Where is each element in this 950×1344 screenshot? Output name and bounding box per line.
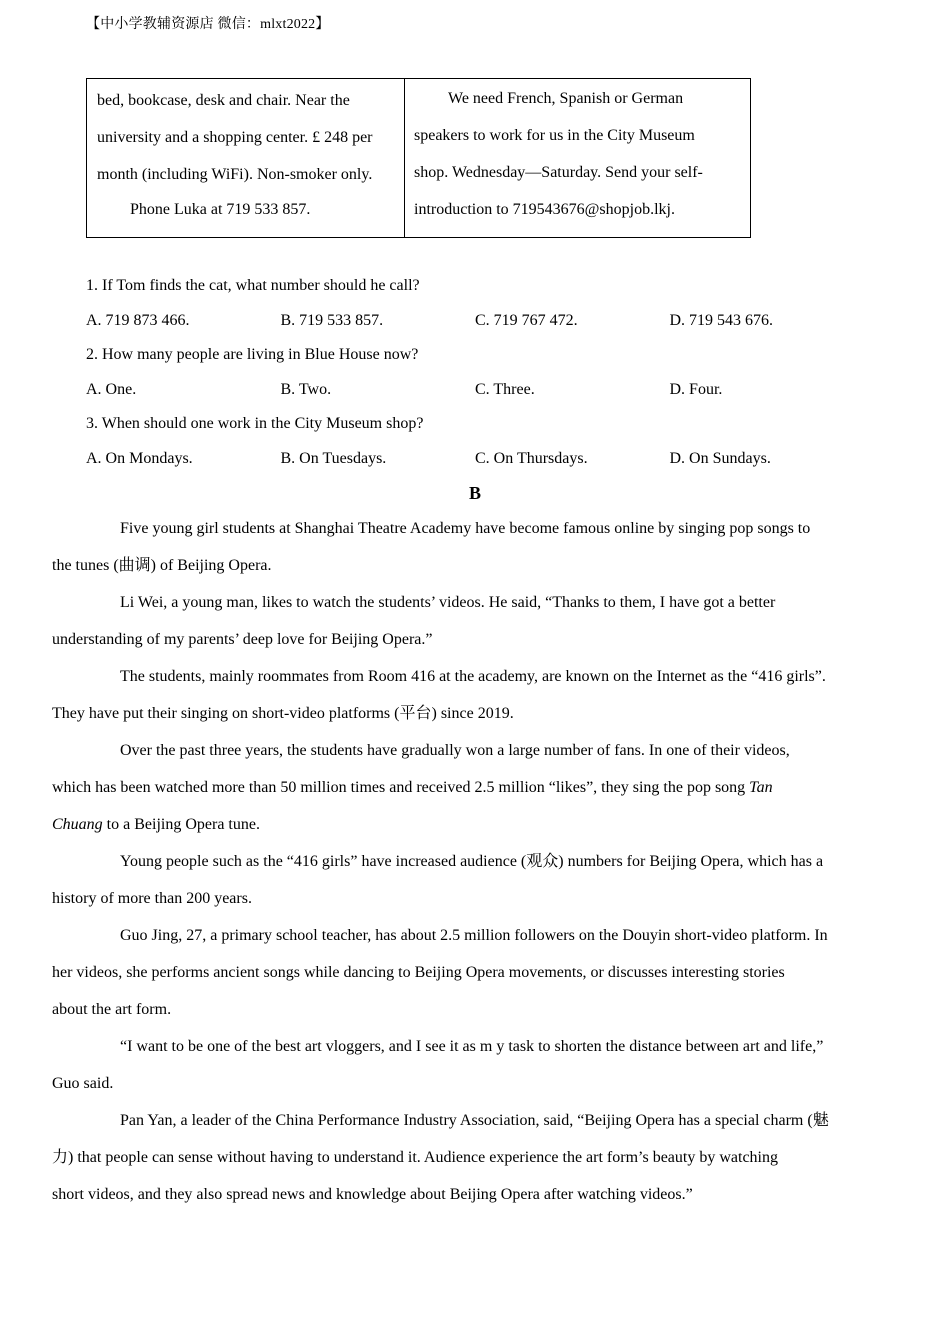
paragraph [52, 658, 866, 732]
ad-line: bed, bookcase, desk and chair. Near the [97, 92, 350, 109]
ad-line: introduction to 719543676@shopjob.lkj. [414, 201, 675, 218]
paragraph [52, 917, 866, 1028]
ad-line: university and a shopping center. £ 248 per [97, 129, 373, 146]
paragraph-line: They have put their singing on short-video platforms (平台) since 2019. [52, 705, 514, 722]
question-1: 1. If Tom finds the cat, what number should he call? [86, 277, 420, 294]
page-header-watermark: 【中小学教辅资源店 微信：mlxt2022】 [86, 17, 330, 32]
ad-line: month (including WiFi). Non-smoker only. [97, 166, 373, 183]
option-a: A. 719 873 466. [86, 311, 190, 329]
paragraph-line: Li Wei, a young man, likes to watch the students’ videos. He said, “Thanks to them, I have got a better [120, 594, 776, 611]
paragraph-line: Guo Jing, 27, a primary school teacher, has about 2.5 million followers on the Douyin short-video platform. In [120, 927, 828, 944]
option-d: D. 719 543 676. [669, 311, 774, 329]
option-a: A. On Mondays. [86, 449, 193, 467]
option-b: B. Two. [280, 380, 332, 398]
option-d: D. Four. [669, 380, 723, 398]
option-c: C. Three. [475, 380, 535, 398]
paragraph-line: short videos, and they also spread news and knowledge about Beijing Opera after watching videos.” [52, 1186, 693, 1203]
paragraph [52, 732, 866, 843]
question-3-options [86, 442, 866, 477]
option-c: C. On Thursdays. [475, 449, 588, 467]
questions-section [86, 269, 866, 476]
paragraph-line: Five young girl students at Shanghai Theatre Academy have become famous online by singing pop songs to [120, 520, 811, 537]
paragraph-line: history of more than 200 years. [52, 890, 252, 907]
paragraph-line [52, 769, 866, 806]
paragraph-line: Guo said. [52, 1075, 114, 1092]
question-3: 3. When should one work in the City Museum shop? [86, 415, 424, 432]
paragraph [52, 510, 866, 584]
paragraph [52, 584, 866, 658]
option-b: B. On Tuesdays. [280, 449, 387, 467]
paragraph-line: Pan Yan, a leader of the China Performance Industry Association, said, “Beijing Opera has a special charm (魅 [120, 1112, 829, 1129]
question-2: 2. How many people are living in Blue House now? [86, 346, 419, 363]
option-c: C. 719 767 472. [475, 311, 578, 329]
paragraph-line: understanding of my parents’ deep love for Beijing Opera.” [52, 631, 433, 648]
question-2-options [86, 373, 866, 408]
paragraph-line: Young people such as the “416 girls” have increased audience (观众) numbers for Beijing Opera, which has a [120, 853, 824, 870]
text-run: to a Beijing Opera tune. [102, 816, 260, 833]
paragraph-line: The students, mainly roommates from Room 416 at the academy, are known on the Internet as the “416 girls”. [120, 668, 826, 685]
song-title-italic: Chuang [52, 816, 103, 833]
paragraph-line: her videos, she performs ancient songs while dancing to Beijing Opera movements, or discusses interesting stories [52, 964, 785, 981]
paragraph-line: about the art form. [52, 1001, 172, 1018]
ad-line: We need French, Spanish or German [448, 90, 684, 107]
paragraph-line: “I want to be one of the best art vloggers, and I see it as m y task to shorten the distance between art and life,” [120, 1038, 824, 1055]
paragraph [52, 843, 866, 917]
song-title-italic: Tan [749, 779, 773, 796]
text-run: which has been watched more than 50 million times and received 2.5 million “likes”, they sing the pop song [52, 779, 750, 796]
option-d: D. On Sundays. [669, 449, 771, 467]
paragraph-line: Over the past three years, the students have gradually won a large number of fans. In one of their videos, [120, 742, 790, 759]
ad-line: speakers to work for us in the City Museum [414, 127, 695, 144]
ads-table [86, 78, 751, 238]
paragraph-line: the tunes (曲调) of Beijing Opera. [52, 557, 272, 574]
article-body [52, 510, 866, 1213]
ad-room-rent [87, 79, 405, 237]
ad-line: shop. Wednesday—Saturday. Send your self- [414, 164, 703, 181]
paragraph [52, 1102, 866, 1213]
paragraph [52, 1028, 866, 1102]
option-b: B. 719 533 857. [280, 311, 384, 329]
paragraph-line: 力) that people can sense without having to understand it. Audience experience the art form’s beauty by watching [52, 1149, 778, 1166]
paragraph-line [52, 806, 866, 843]
ad-phone-line: Phone Luka at 719 533 857. [130, 201, 311, 218]
question-1-options [86, 304, 866, 339]
section-title: B [468, 483, 481, 503]
option-a: A. One. [86, 380, 137, 398]
ad-job-museum-shop [405, 79, 750, 237]
